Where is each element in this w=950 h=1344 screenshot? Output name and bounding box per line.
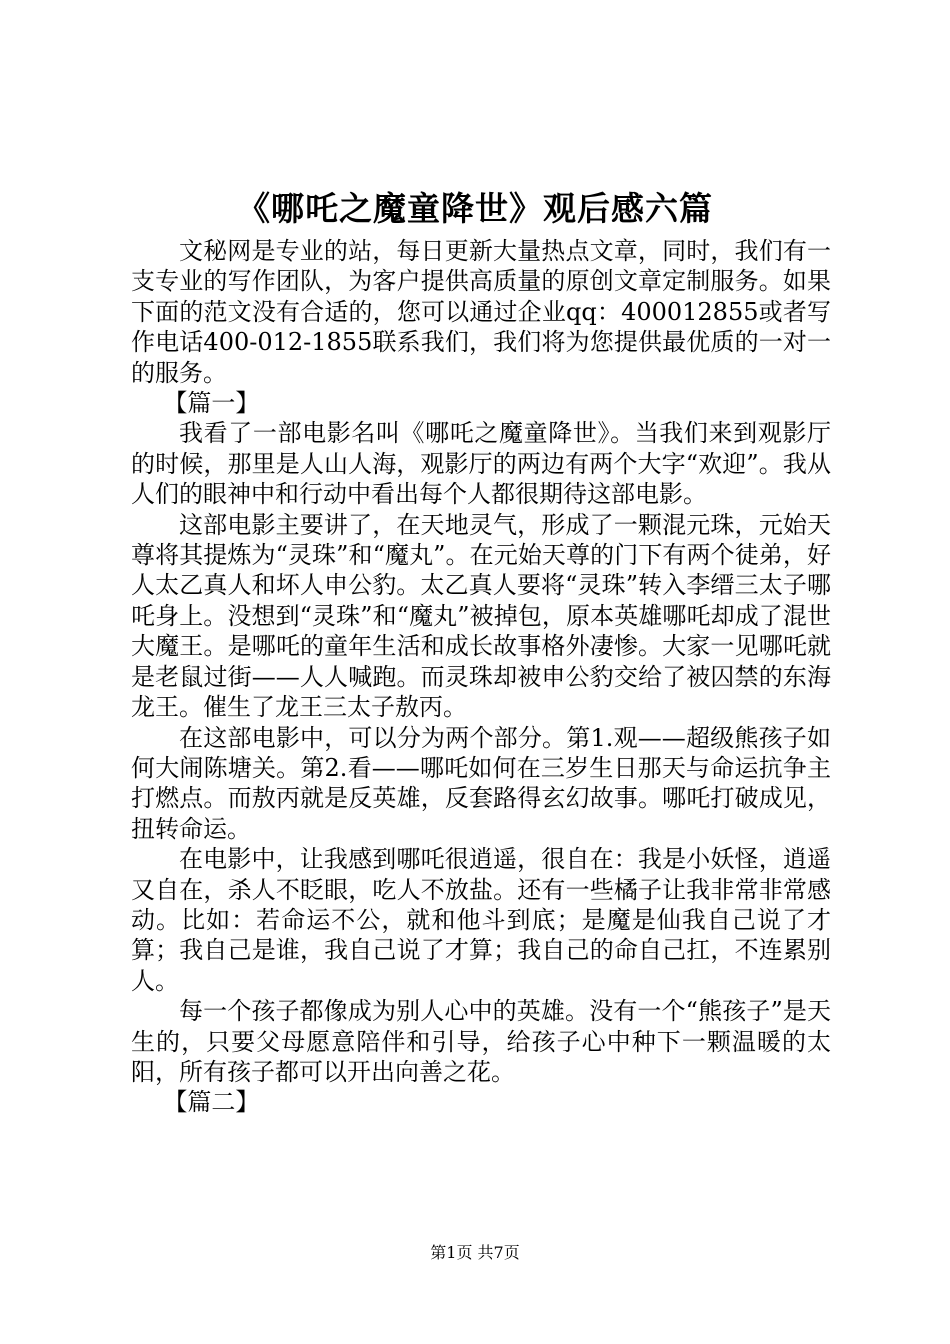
document-body — [131, 236, 831, 1118]
section-heading-1: 【篇一】 — [163, 389, 260, 418]
page-number-footer: 第1页 共7页 — [430, 1243, 520, 1262]
document-title: 《哪吒之魔童降世》观后感六篇 — [237, 189, 713, 228]
intro-paragraph: 文秘网是专业的站，每日更新大量热点文章，同时，我们有一支专业的写作团队，为客户提供高质量的原创文章定制服务。如果下面的范文没有合适的，您可以通过企业qq：400012855或者写作电话400-012-1855联系我们，我们将为您提供最优质的一对一的服务。 — [131, 237, 831, 387]
body-paragraph: 在这部电影中，可以分为两个部分。第1.观——超级熊孩子如何大闹陈塘关。第2.看——哪吒如何在三岁生日那天与命运抗争主打燃点。而敖丙就是反英雄，反套路得玄幻故事。哪吒打破成见，扭转命运。 — [131, 723, 831, 843]
body-paragraph: 我看了一部电影名叫《哪吒之魔童降世》。当我们来到观影厅的时候，那里是人山人海，观影厅的两边有两个大字“欢迎”。我从人们的眼神中和行动中看出每个人都很期待这部电影。 — [131, 419, 831, 509]
body-paragraph: 在电影中，让我感到哪吒很逍遥，很自在：我是小妖怪，逍遥又自在，杀人不眨眼，吃人不放盐。还有一些橘子让我非常非常感动。比如：若命运不公，就和他斗到底；是魔是仙我自己说了才算；我自己是谁，我自己说了才算；我自己的命自己扛，不连累别人。 — [131, 845, 831, 995]
section-heading-2: 【篇二】 — [163, 1088, 260, 1117]
body-paragraph: 这部电影主要讲了，在天地灵气，形成了一颗混元珠，元始天尊将其提炼为“灵珠”和“魔丸”。在元始天尊的门下有两个徒弟，好人太乙真人和坏人申公豹。太乙真人要将“灵珠”转入李缙三太子哪吒身上。没想到“灵珠”和“魔丸”被掉包，原本英雄哪吒却成了混世大魔王。是哪吒的童年生活和成长故事格外凄惨。大家一见哪吒就是老鼠过街——人人喊跑。而灵珠却被申公豹交给了被囚禁的东海龙王。催生了龙王三太子敖丙。 — [131, 510, 831, 722]
body-paragraph: 每一个孩子都像成为别人心中的英雄。没有一个“熊孩子”是天生的，只要父母愿意陪伴和引导，给孩子心中种下一颗温暖的太阳，所有孩子都可以开出向善之花。 — [131, 997, 831, 1086]
